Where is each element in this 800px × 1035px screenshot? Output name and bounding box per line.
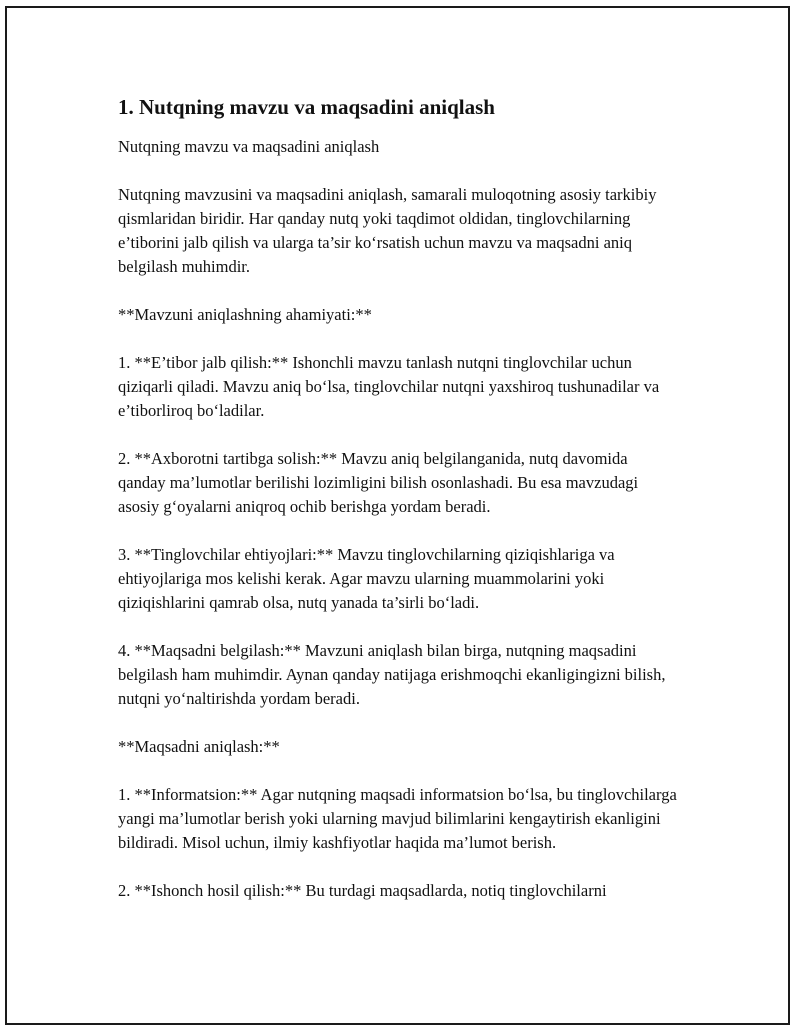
document-heading: 1. Nutqning mavzu va maqsadini aniqlash (118, 95, 495, 119)
intro-paragraph: Nutqning mavzusini va maqsadini aniqlash, samarali muloqotning asosiy tarkibiy qismlaridan biridir. Har qanday nutq yoki taqdimot oldidan, tinglovchilarning e’tiborini jalb qilish va ularga ta’sir ko‘rsatish uchun mavzu va maqsadni aniq belgilash muhimdir. (118, 185, 657, 276)
list-item-information: 2. **Axborotni tartibga solish:** Mavzu aniq belgilanganida, nutq davomida qanday ma’lumotlar berilishi lozimligini bilish osonlashadi. Bu esa mavzudagi asosiy g‘oyalarni aniqroq ochib berishga yordam beradi. (118, 449, 639, 516)
document-body (118, 93, 678, 927)
section-heading-purpose: **Maqsadni aniqlash:** (118, 737, 280, 756)
list-item-attention: 1. **E’tibor jalb qilish:** Ishonchli mavzu tanlash nutqni tinglovchilar uchun qiziqarli qiladi. Mavzu aniq bo‘lsa, tinglovchilar nutqni yaxshiroq tushunadilar va e’tiborliroq bo‘ladilar. (118, 353, 660, 420)
list-item-audience-needs: 3. **Tinglovchilar ehtiyojlari:** Mavzu tinglovchilarning qiziqishlariga va ehtiyojlariga mos kelishi kerak. Agar mavzu ularning muammolarini yoki qiziqishlarini qamrab olsa, nutq yanada ta’sirli bo‘ladi. (118, 545, 615, 612)
section-heading-topic: **Mavzuni aniqlashning ahamiyati:** (118, 305, 372, 324)
list-item-goal-setting: 4. **Maqsadni belgilash:** Mavzuni aniqlash bilan birga, nutqning maqsadini belgilash ham muhimdir. Aynan qanday natijaga erishmoqchi ekanligingizni bilish, nutqni yo‘naltirishda yordam beradi. (118, 641, 666, 708)
list-item-informational: 1. **Informatsion:** Agar nutqning maqsadi informatsion bo‘lsa, bu tinglovchilarga yangi ma’lumotlar berish yoki ularning mavjud bilimlarini kengaytirish ekanligini bildiradi. Misol uchun, ilmiy kashfiyotlar haqida ma’lumot berish. (118, 785, 677, 852)
list-item-persuasion: 2. **Ishonch hosil qilish:** Bu turdagi maqsadlarda, notiq tinglovchilarni (118, 881, 607, 900)
subtitle-paragraph: Nutqning mavzu va maqsadini aniqlash (118, 137, 380, 156)
